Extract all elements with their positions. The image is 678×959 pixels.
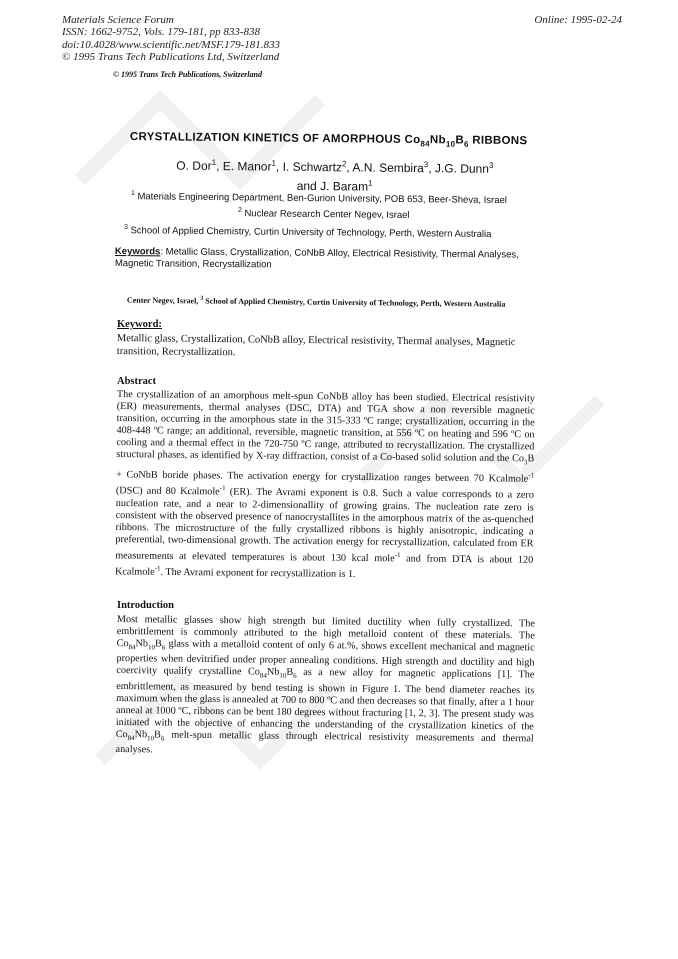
affiliation-2: $^2$ Nuclear Research Center Negev, Israel: [237, 207, 410, 221]
journal-header: [62, 14, 280, 64]
affiliation-1: $^1$ Materials Engineering Department, Ben-Gurion University, POB 653, Beer-Sheva, Israel: [130, 190, 507, 207]
author: O. Dor: [176, 158, 212, 173]
affiliation-overlap-line: Center Negev, Israel, $^3$ School of Applied Chemistry, Curtin University of Technology, Perth, Western Australia: [126, 295, 506, 309]
keyword-text: Metallic glass, Crystallization, CoNbB alloy, Electrical resistivity, Thermal analyses, Magnetic transition, Recrystallization.: [116, 333, 516, 358]
doi-link[interactable]: doi:10.4028/www.scientific.net/MSF.179-181.833: [62, 38, 281, 51]
author: I. Schwartz: [282, 159, 343, 175]
author: and J. Baram: [296, 178, 369, 194]
affiliation-3: $^3$ School of Applied Chemistry, Curtin University of Technology, Perth, Western Australia: [123, 224, 492, 241]
introduction-heading: Introduction: [117, 600, 174, 611]
keywords-label: Keywords: [114, 246, 161, 258]
abstract-heading: Abstract: [117, 376, 157, 387]
author: A.N. Sembira: [352, 160, 424, 176]
keywords-text: : Metallic Glass, Crystallization, CoNbB Alloy, Electrical Resistivity, Thermal Analyses, Magnetic Transition, Recrystallization: [114, 246, 519, 271]
author: E. Manor: [222, 159, 272, 174]
issn-line: ISSN: 1662-9752, Vols. 179-181, pp 833-838: [62, 26, 260, 39]
keyword-heading: Keyword:: [117, 319, 162, 330]
journal-name: Materials Science Forum: [62, 14, 174, 26]
author-list: O. Dor$^1$, E. Manor$^1$, I. Schwartz$^2$, A.N. Sembira$^3$, J.G. Dunn$^3$ and J. Baram$^1$: [176, 157, 494, 194]
copyright-line: © 1995 Trans Tech Publications Ltd, Switzerland: [62, 51, 280, 64]
abstract-body: The crystallization of an amorphous melt-spun CoNbB alloy has been studied. Electrical resistivity (ER) measurements, thermal analyses (DSC, DTA) and TGA show a non reversible magnetic transition, occurring in the amorphous state in the 315-333 ºC range; crystallization, occurring in the 408-448 ºC range; an additional, reversible, magnetic transition, at 556 ºC on heating and 596 ºC on cooling and a thermal effect in the 720-750 ºC range, attributed to recrystallization. The crystallized structural phases, as identified by X-ray diffraction, consist of a Co-based solid solution and the $Co_3B$ + CoNbB boride phases. The activation energy for crystallization ranges between 70 Kcalmole$^{-1}$ (DSC) and 80 Kcalmole$^{-1}$ (ER). The Avrami exponent is 0.8. Such a value corresponds to a zero nucleation rate, and a near to 2-dimensionallity of growing grains. The nucleation rate zero is consistent with the observed presence of nanocrystallites in the amorphous matrix of the as-quenched ribbons. The microstructure of the fully crystallized ribbons is highly anisotropic, indicating a preferential, two-dimensional growth. The activation energy for recrystallization, calculated from ER measurements at elevated temperatures is about 130 kcal mole$^{-1}$ and from DTA is about 120 Kcalmole$^{-1}$. The Avrami exponent for recrystallization is 1.: [115, 389, 535, 581]
introduction-body: Most metallic glasses show high strength but limited ductility when fully crystallized. The embrittlement is commonly attributed to the high metalloid content of these materials. The $Co_{84}Nb_{10}B_6$ glass with a metalloid content of only 6 at.%, shows excellent mechanical and magnetic properties when devitrified under proper annealing conditions. High strength and ductility and high coercivity qualify crystalline $Co_{84}Nb_{10}B_6$ as a new alloy for magnetic applications [1]. The embrittlement, as measured by bend testing is shown in Figure 1. The bend diameter reaches its maximum when the glass is annealed at 700 to 800 ºC and then decreases so that finally, after a 1 hour anneal at 1000 ºC, ribbons can be bent 180 degrees without fracturing [1, 2, 3]. The present study was initiated with the objective of enhancing the understanding of the crystallization kinetics of the $Co_{84}Nb_{10}B_6$ melt-spun metallic glass through electrical resistivity measurements and thermal analyses.: [115, 614, 535, 756]
keywords-sans: [115, 246, 543, 274]
publisher-copyright: © 1995 Trans Tech Publications, Switzerland: [113, 70, 262, 79]
online-date: Online: 1995-02-24: [534, 14, 622, 26]
author: J.G. Dunn: [434, 161, 490, 176]
paper-title: CRYSTALLIZATION KINETICS OF AMORPHOUS $Co_{84}Nb_{10}B_6$ RIBBONS: [129, 131, 528, 149]
